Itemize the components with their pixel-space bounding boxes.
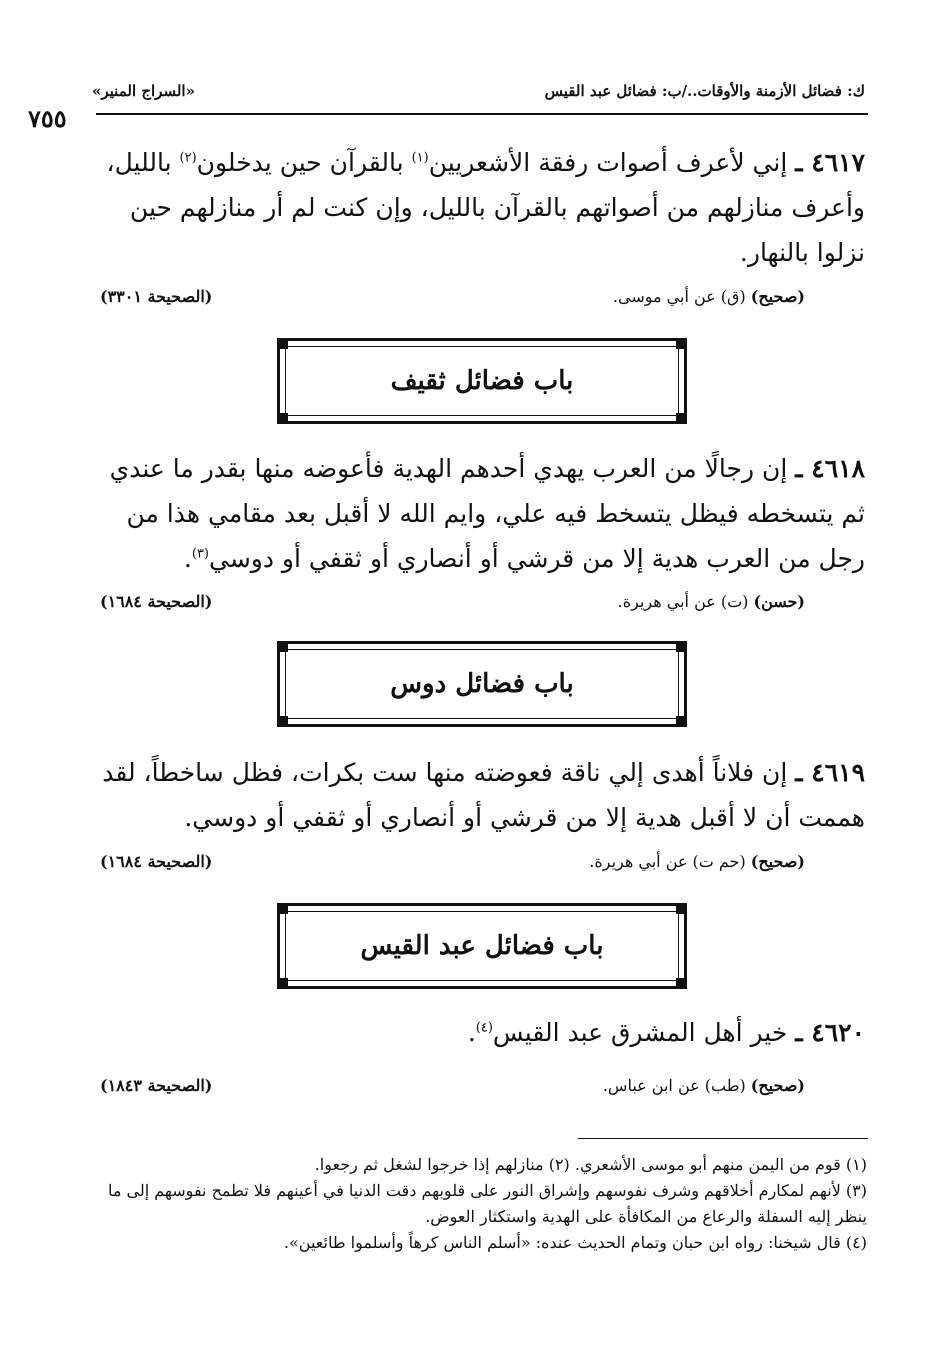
hadith-text: خير أهل المشرق عبد القيس (492, 1018, 788, 1047)
hadith-text: إني لأعرف أصوات رفقة الأشعريين (428, 148, 788, 177)
chapter-title: باب فضائل عبد القيس (360, 931, 604, 961)
hadith-narrator: (حم ت) عن أبي هريرة. (589, 852, 746, 871)
hadith-source: (الصحيحة ١٦٨٤) (100, 852, 213, 871)
hadith-narrator: (ق) عن أبي موسى. (612, 287, 746, 306)
footnote-marker: (٢) (179, 150, 197, 166)
chapter-title: باب فضائل ثقيف (390, 366, 574, 396)
hadith-source: (الصحيحة ١٨٤٣) (100, 1076, 213, 1095)
hadith-source: (الصحيحة ١٦٨٤) (100, 592, 213, 611)
hadith-4618 (95, 446, 865, 581)
chapter-title: باب فضائل دوس (390, 669, 574, 699)
hadith-text: . (467, 1018, 476, 1047)
hadith-grade: (حسن) (753, 592, 805, 611)
hadith-number: ٤٦١٧ ـ (795, 148, 865, 177)
hadith-grade: (صحيح) (750, 852, 805, 871)
hadith-reference (613, 287, 805, 315)
hadith-text: إن فلاناً أهدى إلي ناقة فعوضته منها ست بكرات، فظل ساخطاً، لقد هممت أن لا أقبل هدية إلا من قرشي أو أنصاري أو ثقفي أو دوسي. (102, 758, 865, 832)
footnote: (٣) لأنهم لمكارم أخلاقهم وشرف نفوسهم وإشراق النور على قلوبهم دقت الدنيا في أعينهم فلا تطمح نفوسهم إلى ما ينظر إليه السفلة والرعاع من المكافأة على الهدية واستكثار العوض. (107, 1181, 867, 1226)
footnote-marker: (١) (411, 150, 429, 166)
hadith-4619 (95, 750, 865, 840)
page-number: ٧٥٥ (28, 104, 67, 133)
footnote-separator (578, 1138, 868, 1139)
hadith-text: بالليل، وأعرف منازلهم من أصواتهم بالقرآن بالليل، وإن كنت لم أر منازلهم حين نزلوا بالنهار. (106, 148, 865, 267)
hadith-grade: (صحيح) (750, 287, 805, 306)
hadith-number: ٤٦٢٠ ـ (795, 1018, 865, 1047)
hadith-narrator: (ت) عن أبي هريرة. (617, 592, 749, 611)
hadith-text: بالقرآن حين يدخلون (196, 148, 412, 177)
hadith-number: ٤٦١٩ ـ (795, 758, 865, 787)
hadith-reference (603, 1076, 805, 1104)
header-rule (96, 113, 868, 115)
running-header-chapter: ك: فضائل الأزمنة والأوقات../ب: فضائل عبد القيس (544, 82, 865, 100)
hadith-reference (618, 592, 805, 620)
footnotes (107, 1152, 867, 1256)
hadith-grade: (صحيح) (750, 1076, 805, 1095)
hadith-source: (الصحيحة ٣٣٠١) (100, 287, 213, 306)
hadith-text: . (183, 544, 192, 573)
chapter-heading-box (277, 338, 687, 424)
footnote: (٤) قال شيخنا: رواه ابن حبان وتمام الحديث عنده: «أسلم الناس كرهاً وأسلموا طائعين». (283, 1233, 867, 1252)
chapter-heading-box (277, 641, 687, 727)
running-header-book-title: «السراج المنير» (92, 82, 195, 100)
hadith-4617 (95, 140, 865, 275)
hadith-reference (589, 852, 805, 880)
hadith-text: إن رجالًا من العرب يهدي أحدهم الهدية فأعوضه منها بقدر ما عندي ثم يتسخطه فيظل يتسخط فيه علي، وايم الله لا أقبل بعد مقامي هذا من رجل من العرب هدية إلا من قرشي أو أنصاري أو ثقفي أو دوسي (109, 454, 865, 573)
chapter-heading-box (277, 903, 687, 989)
footnote-marker: (٣) (191, 546, 209, 562)
hadith-narrator: (طب) عن ابن عباس. (602, 1076, 746, 1095)
footnote: (١) قوم من اليمن منهم أبو موسى الأشعري. (٢) منازلهم إذا خرجوا لشغل ثم رجعوا. (314, 1155, 867, 1174)
footnote-marker: (٤) (475, 1020, 493, 1036)
hadith-number: ٤٦١٨ ـ (795, 454, 865, 483)
hadith-4620 (95, 1010, 865, 1055)
